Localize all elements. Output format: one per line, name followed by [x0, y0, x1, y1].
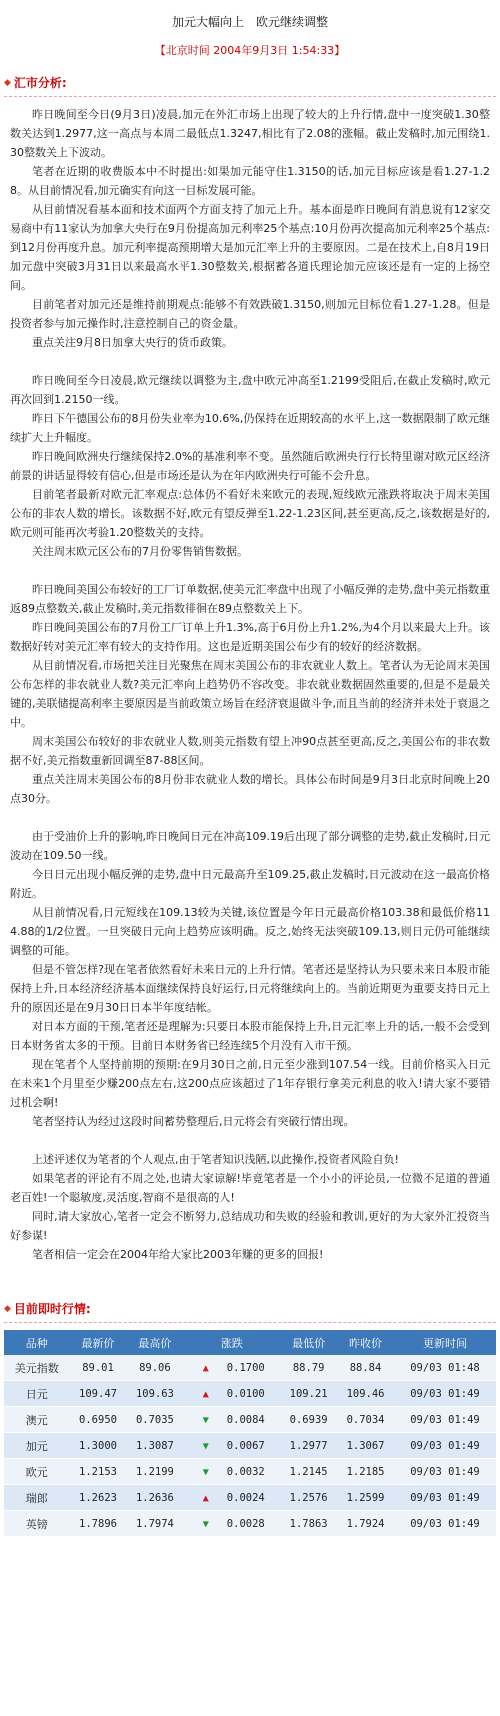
paragraph-gap	[10, 561, 490, 580]
article-paragraph: 同时,请大家放心,笔者一定会不断努力,总结成功和失败的经验和教训,更好的为大家外汇投资当好参谋!	[10, 1210, 490, 1242]
quote-row	[4, 1381, 496, 1407]
change-value: 0.0028	[226, 1517, 265, 1530]
bullet-icon: ◆	[4, 1304, 11, 1314]
article-paragraph: 从目前情况看基本面和技术面两个方面支持了加元上升。基本面是昨日晚间有消息说有12家交易商中有11家认为加拿大央行在9月份提高加元利率25个基点:10月份再次提高加元利率25个基点:到12月份再度升息。加元利率提高预期增大是加元汇率上升的主要原因。二是在技术上,自8月19日加元盘中突破3月31日以来最高水平1.30整数关,根据蓄各道氏理论加元应该还是有一定的上扬空间。	[10, 203, 490, 292]
cell-time: 09/03 01:49	[394, 1407, 496, 1433]
cell-change	[183, 1485, 280, 1511]
article-paragraph: 笔者坚持认为经过这段时间蓄势整理后,日元将会有突破行情出现。	[32, 1115, 355, 1128]
column-header: 最低价	[280, 1330, 337, 1355]
article-paragraph: 昨日晚间美国公布较好的工厂订单数据,使美元汇率盘中出现了小幅反弹的走势,盘中美元指数重返89点整数关,截止发稿时,美元指数徘徊在89点整数关上下。	[10, 583, 490, 615]
cell-high: 1.7974	[126, 1511, 183, 1537]
article-paragraph: 如果笔者的评论有不周之处,也请大家谅解!毕竟笔者是一个小小的评论员,一位微不足道的普通老百姓!一个聪敏度,灵活度,智商不是很高的人!	[10, 1172, 490, 1204]
article-paragraph: 今日日元出现小幅反弹的走势,盘中日元最高升至109.25,截止发稿时,日元波动在这一最高价格附近。	[10, 868, 490, 900]
change-value: 0.0032	[226, 1465, 265, 1478]
quotes-table	[4, 1330, 496, 1537]
cell-high: 109.63	[126, 1381, 183, 1407]
article-title: 加元大幅向上 欧元继续调整	[171, 15, 328, 29]
cell-last: 1.2153	[70, 1459, 127, 1485]
cell-last: 1.2623	[70, 1485, 127, 1511]
cell-low: 109.21	[280, 1381, 337, 1407]
quote-row	[4, 1355, 496, 1381]
cell-prev: 1.2185	[337, 1459, 394, 1485]
article-paragraph: 重点关注9月8日加拿大央行的货币政策。	[32, 336, 233, 349]
cell-last: 0.6950	[70, 1407, 127, 1433]
change-value: 0.1700	[226, 1361, 265, 1374]
article-paragraph: 从目前情况看,市场把关注目光聚焦在周末美国公布的非农就业人数上。笔者认为无论周末美国公布怎样的非农就业人数?美元汇率向上趋势仍不容改变。非农就业数据固然重要的,但是不是最关键的,美联储提高利率主要原因是当前政策立场旨在经济衰退做斗争,而且当前的经济并未处于衰退之中。	[10, 659, 490, 729]
article-paragraph: 关注周末欧元区公布的7月份零售销售数据。	[32, 545, 248, 558]
cell-change	[183, 1407, 280, 1433]
cell-high: 1.2636	[126, 1485, 183, 1511]
quotes-header-row	[4, 1330, 496, 1355]
cell-low: 0.6939	[280, 1407, 337, 1433]
cell-prev: 1.2599	[337, 1485, 394, 1511]
column-header: 最新价	[70, 1330, 127, 1355]
column-header: 更新时间	[394, 1330, 496, 1355]
cell-name: 英镑	[4, 1511, 70, 1537]
quote-row	[4, 1407, 496, 1433]
analysis-heading-label: 汇市分析:	[13, 76, 67, 90]
cell-high: 1.2199	[126, 1459, 183, 1485]
cell-change	[183, 1355, 280, 1381]
arrow-down-icon: ▼	[202, 1466, 209, 1478]
cell-low: 1.2145	[280, 1459, 337, 1485]
article-paragraph: 对日本方面的干预,笔者还是理解为:只要日本股市能保持上升,日元汇率上升的话,一般不会受到日本财务省太多的干预。目前日本财务省已经连续5个月没有入市干预。	[10, 1020, 490, 1052]
paragraph-gap	[10, 352, 490, 371]
change-value: 0.0067	[226, 1439, 265, 1452]
analysis-body	[0, 97, 500, 1264]
column-header: 最高价	[126, 1330, 183, 1355]
cell-last: 109.47	[70, 1381, 127, 1407]
cell-name: 日元	[4, 1381, 70, 1407]
cell-prev: 1.7924	[337, 1511, 394, 1537]
change-value: 0.0100	[226, 1387, 265, 1400]
cell-name: 澳元	[4, 1407, 70, 1433]
analysis-heading	[4, 74, 500, 92]
article-paragraph: 周末美国公布较好的非农就业人数,则美元指数有望上冲90点甚至更高,反之,美国公布的非农数据不好,美元指数重新回调至87-88区间。	[10, 735, 490, 767]
article-paragraph: 昨日晚间至今日(9月3日)凌晨,加元在外汇市场上出现了较大的上升行情,盘中一度突破1.30整数关达到1.2977,这一高点与本周二最低点1.3247,相比有了2.08的涨幅。截止发稿时,加元围绕1.30整数关上下波动。	[10, 108, 490, 159]
quote-row	[4, 1459, 496, 1485]
cell-low: 1.2576	[280, 1485, 337, 1511]
paragraph-gap	[10, 1131, 490, 1150]
article-paragraph: 目前笔者最新对欧元汇率观点:总体仍不看好未来欧元的表现,短线欧元涨跌将取决于周末美国公布的非农人数的增长。该数据不好,欧元有望反弹至1.22-1.23区间,甚至更高,反之,该数据是好的,欧元则可能再次考验1.20整数关的支持。	[10, 488, 490, 539]
cell-name: 加元	[4, 1433, 70, 1459]
article-paragraph: 上述评述仅为笔者的个人观点,由于笔者知识浅陋,以此操作,投资者风险自负!	[32, 1153, 399, 1166]
cell-prev: 109.46	[337, 1381, 394, 1407]
cell-change	[183, 1433, 280, 1459]
cell-low: 1.2977	[280, 1433, 337, 1459]
cell-last: 1.3000	[70, 1433, 127, 1459]
column-header: 涨跌	[183, 1330, 280, 1355]
cell-last: 89.01	[70, 1355, 127, 1381]
cell-prev: 1.3067	[337, 1433, 394, 1459]
article-paragraph: 现在笔者个人坚持前期的预期:在9月30日之前,日元至少涨到107.54一线。目前价格买入日元在未来1个月里至少赚200点左右,这200点应该超过了1年存银行拿美元利息的收入!请大家不要错过机会啊!	[10, 1058, 490, 1109]
arrow-up-icon: ▲	[202, 1388, 209, 1400]
cell-high: 1.3087	[126, 1433, 183, 1459]
column-header: 品种	[4, 1330, 70, 1355]
bullet-icon: ◆	[4, 78, 11, 88]
article-paragraph: 由于受油价上升的影响,昨日晚间日元在冲高109.19后出现了部分调整的走势,截止发稿时,日元波动在109.50一线。	[10, 830, 490, 862]
cell-time: 09/03 01:49	[394, 1511, 496, 1537]
cell-high: 0.7035	[126, 1407, 183, 1433]
change-value: 0.0084	[226, 1413, 265, 1426]
cell-time: 09/03 01:49	[394, 1433, 496, 1459]
arrow-up-icon: ▲	[202, 1492, 209, 1504]
column-header: 昨收价	[337, 1330, 394, 1355]
article-paragraph: 但是不管怎样?现在笔者依然看好未来日元的上升行情。笔者还是坚持认为只要未来日本股市能保持上升,日本经济经济基本面继续保持良好运行,日元将继续向上的。当前近期更为重要支持日元上升的原因还是在9月30日日本半年度结帐。	[10, 963, 490, 1014]
article-paragraph: 目前笔者对加元还是维持前期观点:能够不有效跌破1.3150,则加元目标位看1.27-1.28。但是投资者参与加元操作时,注意控制自己的资金量。	[10, 298, 490, 330]
cell-name: 瑞郎	[4, 1485, 70, 1511]
quote-row	[4, 1511, 496, 1537]
cell-change	[183, 1511, 280, 1537]
article-paragraph: 笔者在近期的收费版本中不时提出:如果加元能守住1.3150的话,加元目标应该是看1.27-1.28。从目前情况看,加元确实有向这一目标发展可能。	[10, 165, 490, 197]
cell-name: 欧元	[4, 1459, 70, 1485]
market-heading-label: 目前即时行情:	[13, 1302, 91, 1316]
publish-time: 【北京时间 2004年9月3日 1:54:33】	[154, 44, 346, 57]
paragraph-gap	[10, 808, 490, 827]
article-paragraph: 昨日晚间美国公布的7月份工厂订单上升1.3%,高于6月份上升1.2%,为4个月以来最大上升。该数据好转对美元汇率有较大的支持作用。这也是近期美国公布少有的较好的经济数据。	[10, 621, 490, 653]
cell-prev: 0.7034	[337, 1407, 394, 1433]
cell-name: 美元指数	[4, 1355, 70, 1381]
cell-high: 89.06	[126, 1355, 183, 1381]
change-value: 0.0024	[226, 1491, 265, 1504]
cell-low: 1.7863	[280, 1511, 337, 1537]
article-paragraph: 重点关注周末美国公布的8月份非农就业人数的增长。具体公布时间是9月3日北京时间晚上20点30分。	[10, 773, 490, 805]
article-paragraph: 昨日晚间欧洲央行继续保持2.0%的基准利率不变。虽然随后欧洲央行行长特里谢对欧元区经济前景的讲话显得较有信心,但是市场还是认为在年内欧洲央行可能不会升息。	[10, 450, 490, 482]
cell-time: 09/03 01:49	[394, 1459, 496, 1485]
article-paragraph: 从目前情况看,日元短线在109.13较为关键,该位置是今年日元最高价格103.38和最低价格114.88的1/2位置。一旦突破日元向上趋势应该明确。反之,始终无法突破109.13,则日元仍可能继续调整的可能。	[10, 906, 490, 957]
divider	[4, 1322, 496, 1323]
arrow-down-icon: ▼	[202, 1414, 209, 1426]
cell-change	[183, 1381, 280, 1407]
quote-row	[4, 1433, 496, 1459]
cell-change	[183, 1459, 280, 1485]
cell-time: 09/03 01:48	[394, 1355, 496, 1381]
article-paragraph: 昨日晚间至今日凌晨,欧元继续以调整为主,盘中欧元冲高至1.2199受阻后,在截止发稿时,欧元再次回到1.2150一线。	[10, 374, 490, 406]
market-heading	[4, 1300, 500, 1318]
arrow-down-icon: ▼	[202, 1518, 209, 1530]
cell-time: 09/03 01:49	[394, 1381, 496, 1407]
arrow-down-icon: ▼	[202, 1440, 209, 1452]
article-paragraph: 昨日下午德国公布的8月份失业率为10.6%,仍保持在近期较高的水平上,这一数据限制了欧元继续扩大上升幅度。	[10, 412, 490, 444]
quote-row	[4, 1485, 496, 1511]
arrow-up-icon: ▲	[202, 1362, 209, 1374]
cell-time: 09/03 01:49	[394, 1485, 496, 1511]
article-paragraph: 笔者相信一定会在2004年给大家比2003年赚的更多的回报!	[32, 1248, 324, 1261]
cell-low: 88.79	[280, 1355, 337, 1381]
cell-prev: 88.84	[337, 1355, 394, 1381]
cell-last: 1.7896	[70, 1511, 127, 1537]
